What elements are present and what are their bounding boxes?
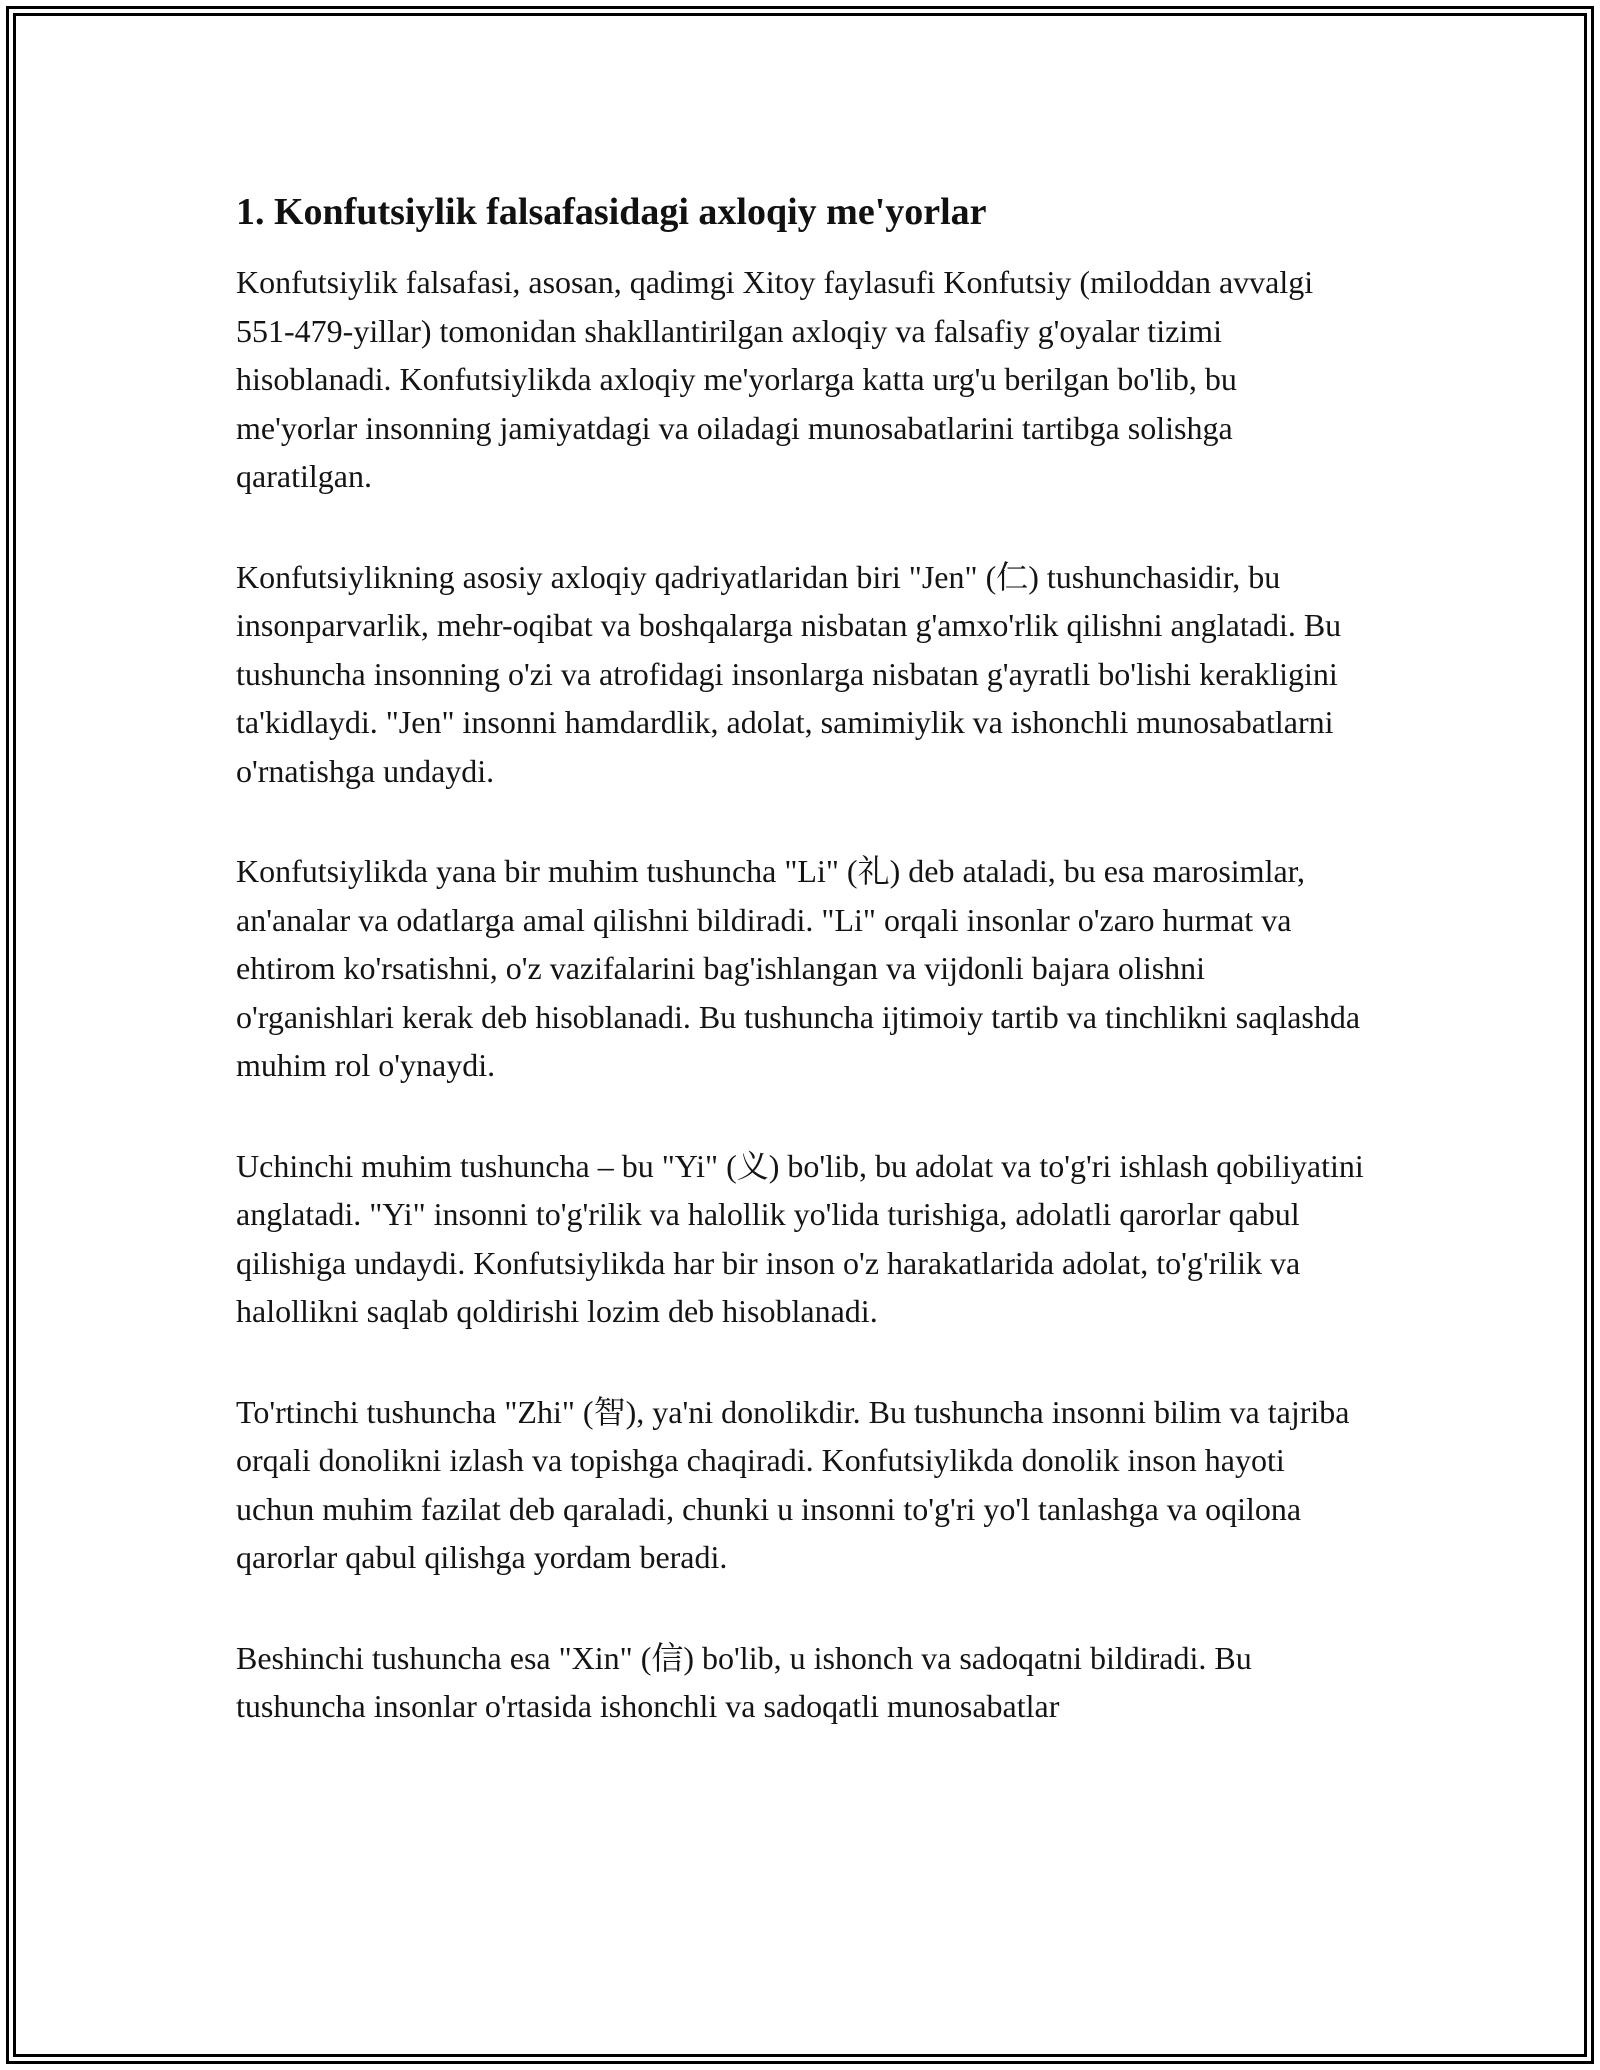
document-body [236, 186, 1366, 1783]
paragraph-jen: Konfutsiylikning asosiy axloqiy qadriyatlaridan biri "Jen" (仁) tushunchasidir, bu insonparvarlik, mehr-oqibat va boshqalarga nisbatan g'amxo'rlik qilishni anglatadi. Bu tushuncha insonning o'zi va atrofidagi insonlarga nisbatan g'ayratli bo'lishi kerakligini ta'kidlaydi. "Jen" insonni hamdardlik, adolat, samimiylik va ishonchli munosabatlarni o'rnatishga undaydi. [236, 558, 1342, 789]
paragraph-li: Konfutsiylikda yana bir muhim tushuncha "Li" (礼) deb ataladi, bu esa marosimlar, an'analar va odatlarga amal qilishni bildiradi. "Li" orqali insonlar o'zaro hurmat va ehtirom ko'rsatishni, o'z vazifalarini bag'ishlangan va vijdonli bajara olishni o'rganishlari kerak deb hisoblanadi. Bu tushuncha ijtimoiy tartib va tinchlikni saqlashda muhim rol o'ynaydi. [236, 853, 1361, 1083]
paragraph-xin: Beshinchi tushuncha esa "Xin" (信) bo'lib, u ishonch va sadoqatni bildiradi. Bu tushuncha insonlar o'rtasida ishonchli va sadoqatli munosabatlar [236, 1639, 1252, 1724]
paragraph-yi: Uchinchi muhim tushuncha – bu "Yi" (义) bo'lib, bu adolat va to'g'ri ishlash qobiliyatini anglatadi. "Yi" insonni to'g'rilik va halollik yo'lida turishiga, adolatli qarorlar qabul qilishiga undaydi. Konfutsiylikda har bir inson o'z harakatlarida adolat, to'g'rilik va halollikni saqlab qoldirishi lozim deb hisoblanadi. [236, 1147, 1364, 1329]
section-heading: 1. Konfutsiylik falsafasidagi axloqiy me'yorlar [236, 191, 987, 233]
paragraph-intro: Konfutsiylik falsafasi, asosan, qadimgi Xitoy faylasufi Konfutsiy (miloddan avvalgi 551-479-yillar) tomonidan shakllantirilgan axloqiy va falsafiy g'oyalar tizimi hisoblanadi. Konfutsiylikda axloqiy me'yorlarga katta urg'u berilgan bo'lib, bu me'yorlar insonning jamiyatdagi va oiladagi munosabatlarini tartibga solishga qaratilgan. [236, 264, 1314, 494]
paragraph-zhi: To'rtinchi tushuncha "Zhi" (智), ya'ni donolikdir. Bu tushuncha insonni bilim va tajriba orqali donolikni izlash va topishga chaqiradi. Konfutsiylikda donolik inson hayoti uchun muhim fazilat deb qaraladi, chunki u insonni to'g'ri yo'l tanlashga va oqilona qarorlar qabul qilishga yordam beradi. [236, 1393, 1350, 1575]
